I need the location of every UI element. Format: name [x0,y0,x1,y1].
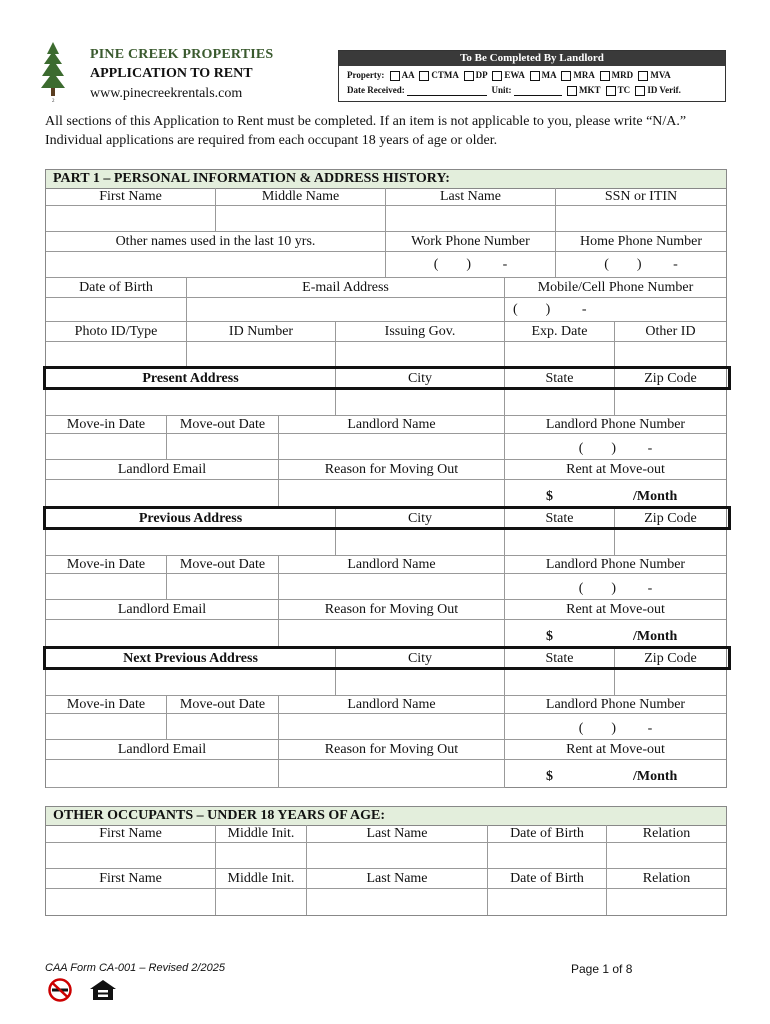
landlord-phone-field[interactable]: ( ) - [505,714,726,740]
property-option: MRA [573,70,595,80]
part1-section [45,169,727,788]
id-number-field[interactable] [187,342,336,368]
landlord-email-label: Landlord Email [46,600,279,620]
move-in-label: Move-in Date [46,696,167,714]
landlord-phone-field[interactable]: ( ) - [505,434,726,460]
landlord-email-label: Landlord Email [46,460,279,480]
first-name-field[interactable] [46,206,216,232]
landlord-phone-label: Landlord Phone Number [505,416,726,434]
occ-relation-field[interactable] [607,843,726,869]
first-name-label: First Name [46,188,216,206]
occ-dob-label: Date of Birth [488,825,607,843]
date-received-field[interactable] [407,95,487,96]
date-received-row [347,85,681,96]
part1-title: PART 1 – PERSONAL INFORMATION & ADDRESS HISTORY: [46,170,726,189]
no-smoking-icon [45,978,75,1002]
move-out-label: Move-out Date [167,696,279,714]
issuing-gov-label: Issuing Gov. [336,322,505,342]
occ-dob-field[interactable] [488,889,607,915]
property-row [347,70,671,81]
property-checkbox[interactable] [390,71,400,81]
reason-label: Reason for Moving Out [279,460,505,480]
landlord-phone-label: Landlord Phone Number [505,556,726,574]
zip-field[interactable] [615,670,726,696]
email-field[interactable] [187,298,505,322]
state-label: State [505,368,615,390]
occ-first-name-label: First Name [46,869,216,889]
property-option: MRD [611,70,634,80]
occ-dob-label: Date of Birth [488,869,607,889]
occ-first-name-field[interactable] [46,843,216,869]
issuing-gov-field[interactable] [336,342,505,368]
reason-label: Reason for Moving Out [279,740,505,760]
landlord-name-field[interactable] [279,714,505,740]
property-checkbox[interactable] [419,71,429,81]
other-names-label: Other names used in the last 10 yrs. [46,232,386,252]
rent-label: Rent at Move-out [505,600,726,620]
home-phone-label: Home Phone Number [556,232,726,252]
move-in-label: Move-in Date [46,416,167,434]
reason-field[interactable] [279,480,505,508]
street-address-field[interactable] [46,390,336,416]
exp-date-label: Exp. Date [505,322,615,342]
state-field[interactable] [505,530,615,556]
photo-id-field[interactable] [46,342,187,368]
landlord-name-label: Landlord Name [279,696,505,714]
street-address-field[interactable] [46,670,336,696]
move-in-field[interactable] [46,434,167,460]
reason-field[interactable] [279,620,505,648]
home-phone-field[interactable]: ( ) - [556,252,726,278]
landlord-email-field[interactable] [46,760,279,788]
state-field[interactable] [505,670,615,696]
instructions-line-1: All sections of this Application to Rent must be completed. If an item is not applicable to you, please write “N/A.” [45,114,687,129]
mobile-field[interactable]: ( ) - [505,298,726,322]
landlord-phone-label: Landlord Phone Number [505,696,726,714]
landlord-name-label: Landlord Name [279,416,505,434]
pine-tree-logo [38,40,68,104]
exp-date-field[interactable] [505,342,615,368]
landlord-name-label: Landlord Name [279,556,505,574]
last-name-label: Last Name [386,188,556,206]
property-checkbox[interactable] [530,71,540,81]
rent-dollar: $ [546,769,553,784]
date-received-label: Date Received: [347,85,405,95]
photo-id-label: Photo ID/Type [46,322,187,342]
zip-label: Zip Code [615,508,726,530]
landlord-box-title: To Be Completed By Landlord [339,51,725,66]
rent-month: /Month [633,629,678,644]
rent-label: Rent at Move-out [505,740,726,760]
property-checkbox[interactable] [561,71,571,81]
dob-field[interactable] [46,298,187,322]
move-in-label: Move-in Date [46,556,167,574]
zip-field[interactable] [615,530,726,556]
rent-field[interactable] [505,620,726,648]
state-field[interactable] [505,390,615,416]
middle-name-field[interactable] [216,206,386,232]
verify-checkbox[interactable] [606,86,616,96]
instructions-line-2: Individual applications are required from each occupant 18 years of age or older. [45,133,498,148]
occ-last-name-label: Last Name [307,869,488,889]
address-title: Present Address [46,368,336,390]
move-in-field[interactable] [46,714,167,740]
landlord-name-field[interactable] [279,434,505,460]
occ-relation-label: Relation [607,825,726,843]
property-option: EWA [504,70,525,80]
city-label: City [336,508,505,530]
rent-dollar: $ [546,489,553,504]
instructions [45,112,735,150]
last-name-field[interactable] [386,206,556,232]
rent-month: /Month [633,489,678,504]
mobile-label: Mobile/Cell Phone Number [505,278,726,298]
state-label: State [505,648,615,670]
occ-last-name-label: Last Name [307,825,488,843]
city-field[interactable] [336,670,505,696]
verify-checkbox[interactable] [567,86,577,96]
verify-option: TC [617,85,631,95]
rent-field[interactable] [505,480,726,508]
occ-relation-field[interactable] [607,889,726,915]
work-phone-field[interactable]: ( ) - [386,252,556,278]
form-title: APPLICATION TO RENT [90,66,253,81]
other-id-field[interactable] [615,342,726,368]
landlord-email-field[interactable] [46,620,279,648]
landlord-phone-field[interactable]: ( ) - [505,574,726,600]
occ-first-name-label: First Name [46,825,216,843]
move-out-field[interactable] [167,574,279,600]
occupants-title: OTHER OCCUPANTS – UNDER 18 YEARS OF AGE: [46,807,726,826]
property-option: DP [475,70,488,80]
other-names-field[interactable] [46,252,386,278]
landlord-email-field[interactable] [46,480,279,508]
ssn-field[interactable] [556,206,726,232]
verify-checkbox[interactable] [635,86,645,96]
occ-last-name-field[interactable] [307,843,488,869]
email-label: E-mail Address [187,278,505,298]
move-out-label: Move-out Date [167,416,279,434]
equal-housing-icon [88,978,118,1002]
state-label: State [505,508,615,530]
occupants-section [45,806,727,916]
company-name: PINE CREEK PROPERTIES [90,47,274,62]
company-website: www.pinecreekrentals.com [90,86,243,101]
property-checkbox[interactable] [638,71,648,81]
zip-label: Zip Code [615,648,726,670]
other-id-label: Other ID [615,322,726,342]
unit-label: Unit: [491,85,512,95]
landlord-use-box [338,50,726,102]
rent-label: Rent at Move-out [505,460,726,480]
page-number: Page 1 of 8 [571,962,633,976]
city-label: City [336,368,505,390]
rent-field[interactable] [505,760,726,788]
rent-dollar: $ [546,629,553,644]
unit-field[interactable] [514,95,562,96]
verify-option: MKT [578,85,601,95]
occ-last-name-field[interactable] [307,889,488,915]
reason-label: Reason for Moving Out [279,600,505,620]
dob-label: Date of Birth [46,278,187,298]
middle-name-label: Middle Name [216,188,386,206]
property-checkbox[interactable] [600,71,610,81]
reason-field[interactable] [279,760,505,788]
property-label: Property: [347,70,385,80]
property-checkbox[interactable] [492,71,502,81]
form-number: CAA Form CA-001 – Revised 2/2025 [45,962,225,974]
landlord-email-label: Landlord Email [46,740,279,760]
property-option: MA [541,70,557,80]
property-option: AA [401,70,415,80]
svg-text:2: 2 [52,99,55,104]
work-phone-label: Work Phone Number [386,232,556,252]
city-field[interactable] [336,390,505,416]
address-title: Previous Address [46,508,336,530]
id-number-label: ID Number [187,322,336,342]
zip-field[interactable] [615,390,726,416]
ssn-label: SSN or ITIN [556,188,726,206]
occ-middle-init-field[interactable] [216,889,307,915]
zip-label: Zip Code [615,368,726,390]
occ-first-name-field[interactable] [46,889,216,915]
move-out-field[interactable] [167,434,279,460]
property-checkbox[interactable] [464,71,474,81]
occ-middle-init-label: Middle Init. [216,825,307,843]
landlord-name-field[interactable] [279,574,505,600]
move-out-label: Move-out Date [167,556,279,574]
property-option: MVA [650,70,671,80]
occ-middle-init-label: Middle Init. [216,869,307,889]
occ-dob-field[interactable] [488,843,607,869]
occ-relation-label: Relation [607,869,726,889]
move-in-field[interactable] [46,574,167,600]
rent-month: /Month [633,769,678,784]
city-label: City [336,648,505,670]
address-title: Next Previous Address [46,648,336,670]
move-out-field[interactable] [167,714,279,740]
street-address-field[interactable] [46,530,336,556]
property-option: CTMA [431,70,459,80]
verify-option: ID Verif. [647,85,681,95]
city-field[interactable] [336,530,505,556]
occ-middle-init-field[interactable] [216,843,307,869]
